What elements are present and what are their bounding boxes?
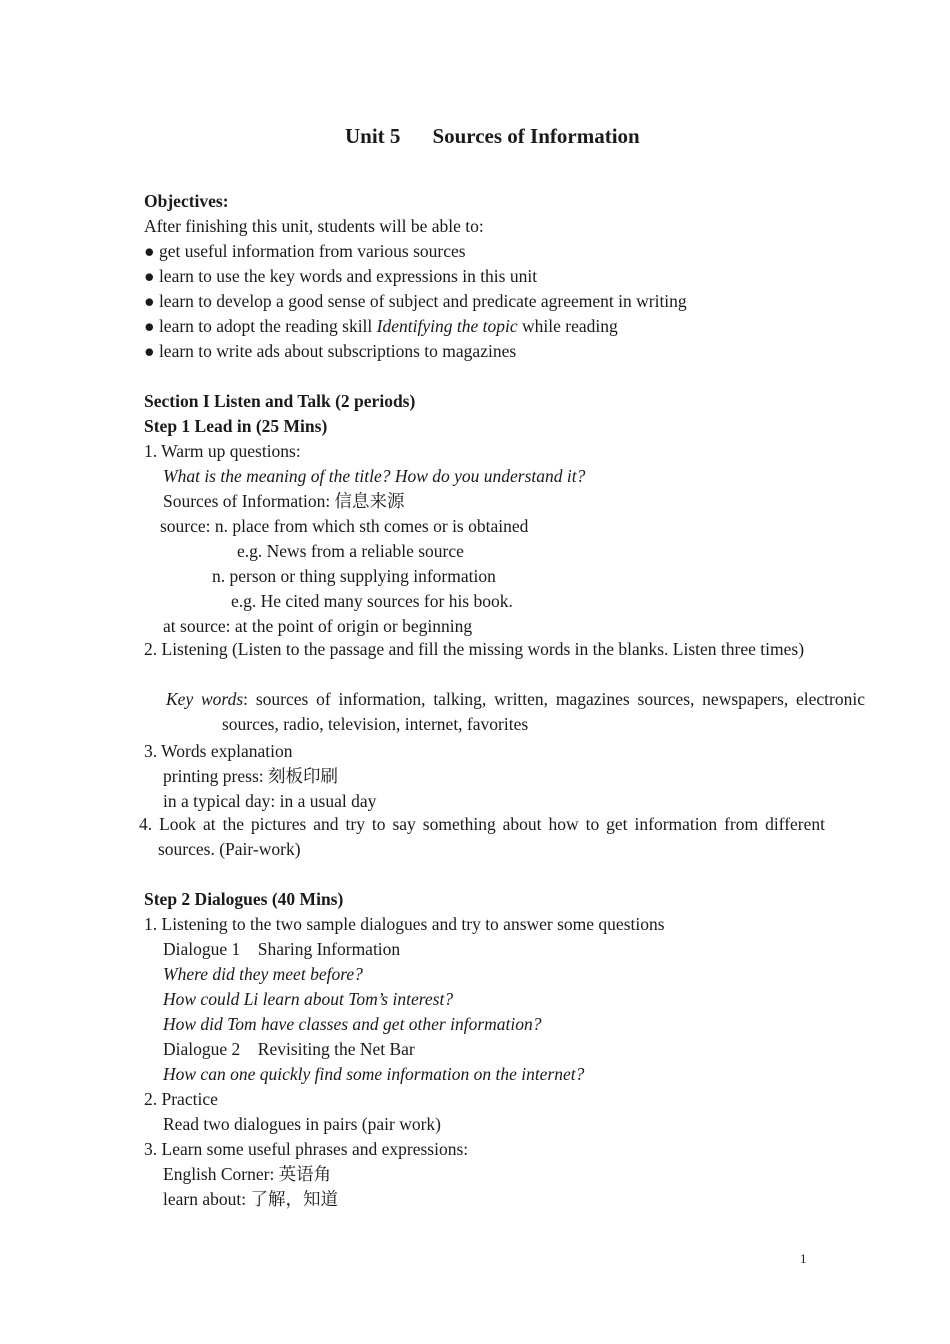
warmup-question: What is the meaning of the title? How do you understand it? [163, 466, 586, 486]
objective-text: ● learn to adopt the reading skill [144, 316, 377, 336]
source-definition-2: n. person or thing supplying information [212, 566, 496, 586]
source-definition: source: n. place from which sth comes or is obtained [160, 516, 529, 536]
learn-about-phrase: learn about: 了解，知道 [163, 1189, 338, 1209]
reading-skill-emphasis: Identifying the topic [376, 316, 518, 336]
objective-item: ● learn to use the key words and expressions in this unit [144, 266, 538, 286]
listening-dialogues-item: 1. Listening to the two sample dialogues and try to answer some questions [144, 914, 665, 934]
typical-day-term: in a typical day: in a usual day [163, 791, 377, 811]
listening-item: 2. Listening (Listen to the passage and fill the missing words in the blanks. Listen three times) [144, 639, 805, 659]
source-example: e.g. News from a reliable source [237, 541, 464, 561]
objective-item: ● learn to write ads about subscriptions to magazines [144, 341, 517, 361]
at-source-definition: at source: at the point of origin or beginning [163, 616, 473, 636]
words-explanation-label: 3. Words explanation [144, 741, 293, 761]
unit-label: Unit 5 [345, 124, 401, 148]
objective-item: ● learn to develop a good sense of subject and predicate agreement in writing [144, 291, 687, 311]
dialogue-question: How can one quickly find some information on the internet? [163, 1064, 585, 1084]
dialogue-question: Where did they meet before? [163, 964, 363, 984]
key-words-list: : sources of information, talking, written, magazines sources, newspapers, electronic sources, radio, television, internet, favorites [222, 689, 865, 734]
objectives-heading: Objectives: [144, 191, 229, 211]
phrases-label: 3. Learn some useful phrases and expressions: [144, 1139, 469, 1159]
objective-text: while reading [517, 316, 618, 336]
page-number: 1 [800, 1251, 807, 1266]
practice-description: Read two dialogues in pairs (pair work) [163, 1114, 441, 1134]
unit-name: Sources of Information [432, 124, 640, 148]
dialogue-question: How could Li learn about Tom’s interest? [163, 989, 454, 1009]
objective-item: ● get useful information from various sources [144, 241, 466, 261]
source-example-2: e.g. He cited many sources for his book. [231, 591, 513, 611]
step-heading: Step 1 Lead in (25 Mins) [144, 416, 328, 436]
key-words [163, 687, 865, 737]
printing-press-term: printing press: 刻板印刷 [163, 766, 338, 786]
english-corner-phrase: English Corner: 英语角 [163, 1164, 332, 1184]
key-words-label: Key words [166, 689, 244, 709]
page-title [345, 124, 640, 149]
practice-label: 2. Practice [144, 1089, 218, 1109]
warmup-label: 1. Warm up questions: [144, 441, 301, 461]
objective-item [144, 315, 618, 337]
objectives-intro: After finishing this unit, students will be able to: [144, 216, 484, 236]
step-heading: Step 2 Dialogues (40 Mins) [144, 889, 344, 909]
sources-translation: Sources of Information: 信息来源 [163, 491, 405, 511]
dialogue-question: How did Tom have classes and get other information? [163, 1014, 542, 1034]
dialogue-2-title: Dialogue 2 Revisiting the Net Bar [163, 1039, 415, 1059]
dialogue-1-title: Dialogue 1 Sharing Information [163, 939, 401, 959]
section-heading: Section I Listen and Talk (2 periods) [144, 391, 416, 411]
pictures-item: 4. Look at the pictures and try to say something about how to get information from different sources. (Pair-work) [139, 814, 825, 859]
